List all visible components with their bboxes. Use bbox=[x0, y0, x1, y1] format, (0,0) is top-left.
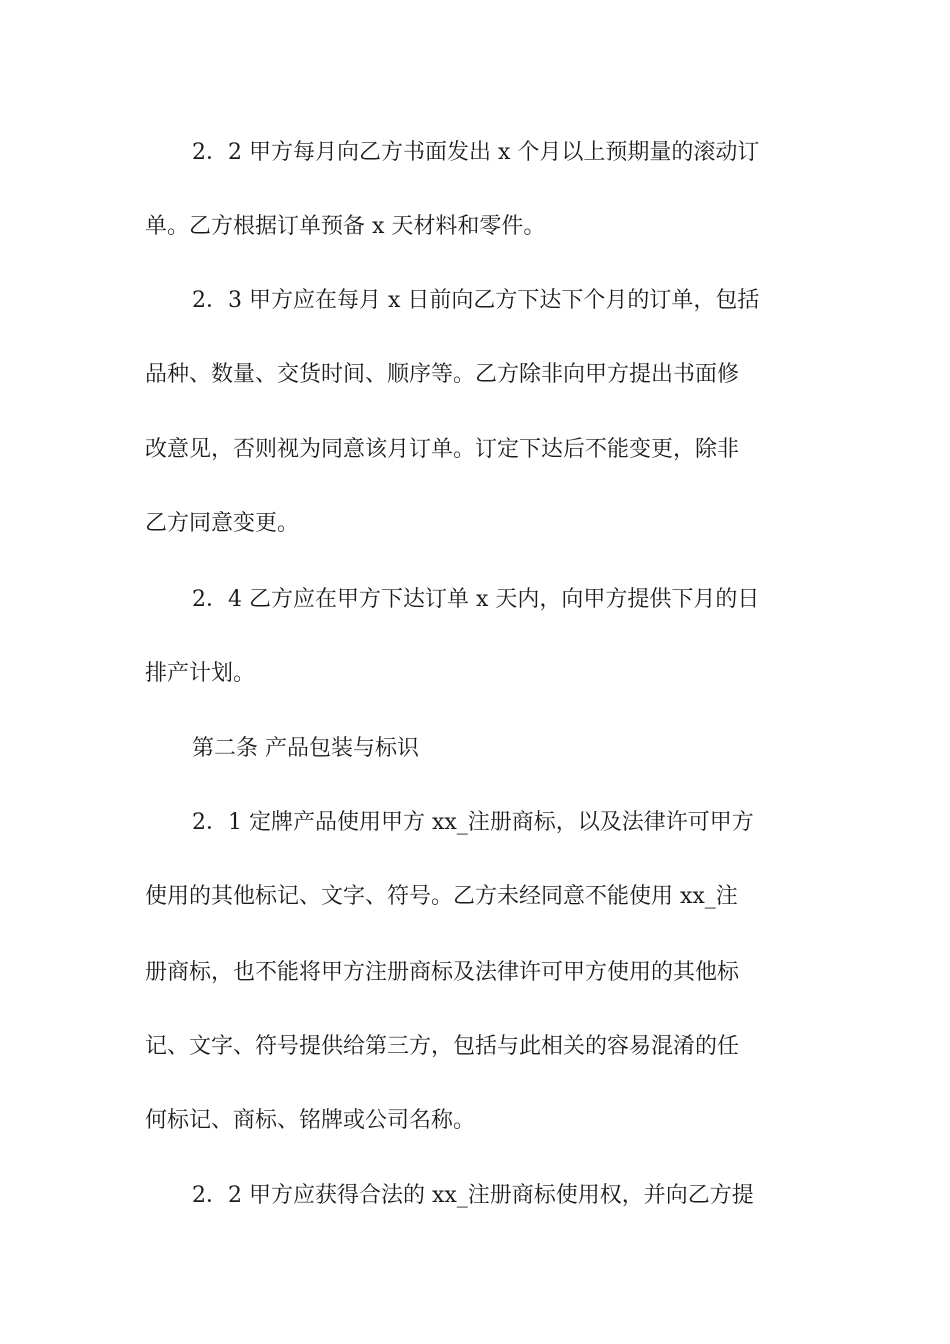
paragraph-line: 改意见，否则视为同意该月订单。订定下达后不能变更，除非 bbox=[145, 437, 740, 462]
paragraph-line: 2．3 甲方应在每月 x 日前向乙方下达下个月的订单，包括 bbox=[192, 288, 760, 313]
section-heading: 第二条 产品包装与标识 bbox=[192, 736, 419, 761]
paragraph-line: 品种、数量、交货时间、顺序等。乙方除非向甲方提出书面修 bbox=[145, 362, 740, 387]
paragraph-line: 2．2 甲方每月向乙方书面发出 x 个月以上预期量的滚动订 bbox=[192, 140, 760, 165]
paragraph-line: 记、文字、符号提供给第三方，包括与此相关的容易混淆的任 bbox=[145, 1034, 740, 1059]
paragraph-line: 使用的其他标记、文字、符号。乙方未经同意不能使用 xx_注 bbox=[145, 884, 738, 909]
paragraph-line: 2．2 甲方应获得合法的 xx_注册商标使用权，并向乙方提 bbox=[192, 1183, 754, 1208]
paragraph-line: 排产计划。 bbox=[145, 661, 256, 686]
paragraph-line: 单。乙方根据订单预备 x 天材料和零件。 bbox=[145, 214, 546, 239]
paragraph-line: 册商标，也不能将甲方注册商标及法律许可甲方使用的其他标 bbox=[145, 960, 740, 985]
paragraph-line: 何标记、商标、铭牌或公司名称。 bbox=[145, 1108, 476, 1133]
paragraph-line: 2．1 定牌产品使用甲方 xx_注册商标，以及法律许可甲方 bbox=[192, 810, 754, 835]
paragraph-line: 2．4 乙方应在甲方下达订单 x 天内，向甲方提供下月的日 bbox=[192, 587, 760, 612]
paragraph-line: 乙方同意变更。 bbox=[145, 511, 300, 536]
